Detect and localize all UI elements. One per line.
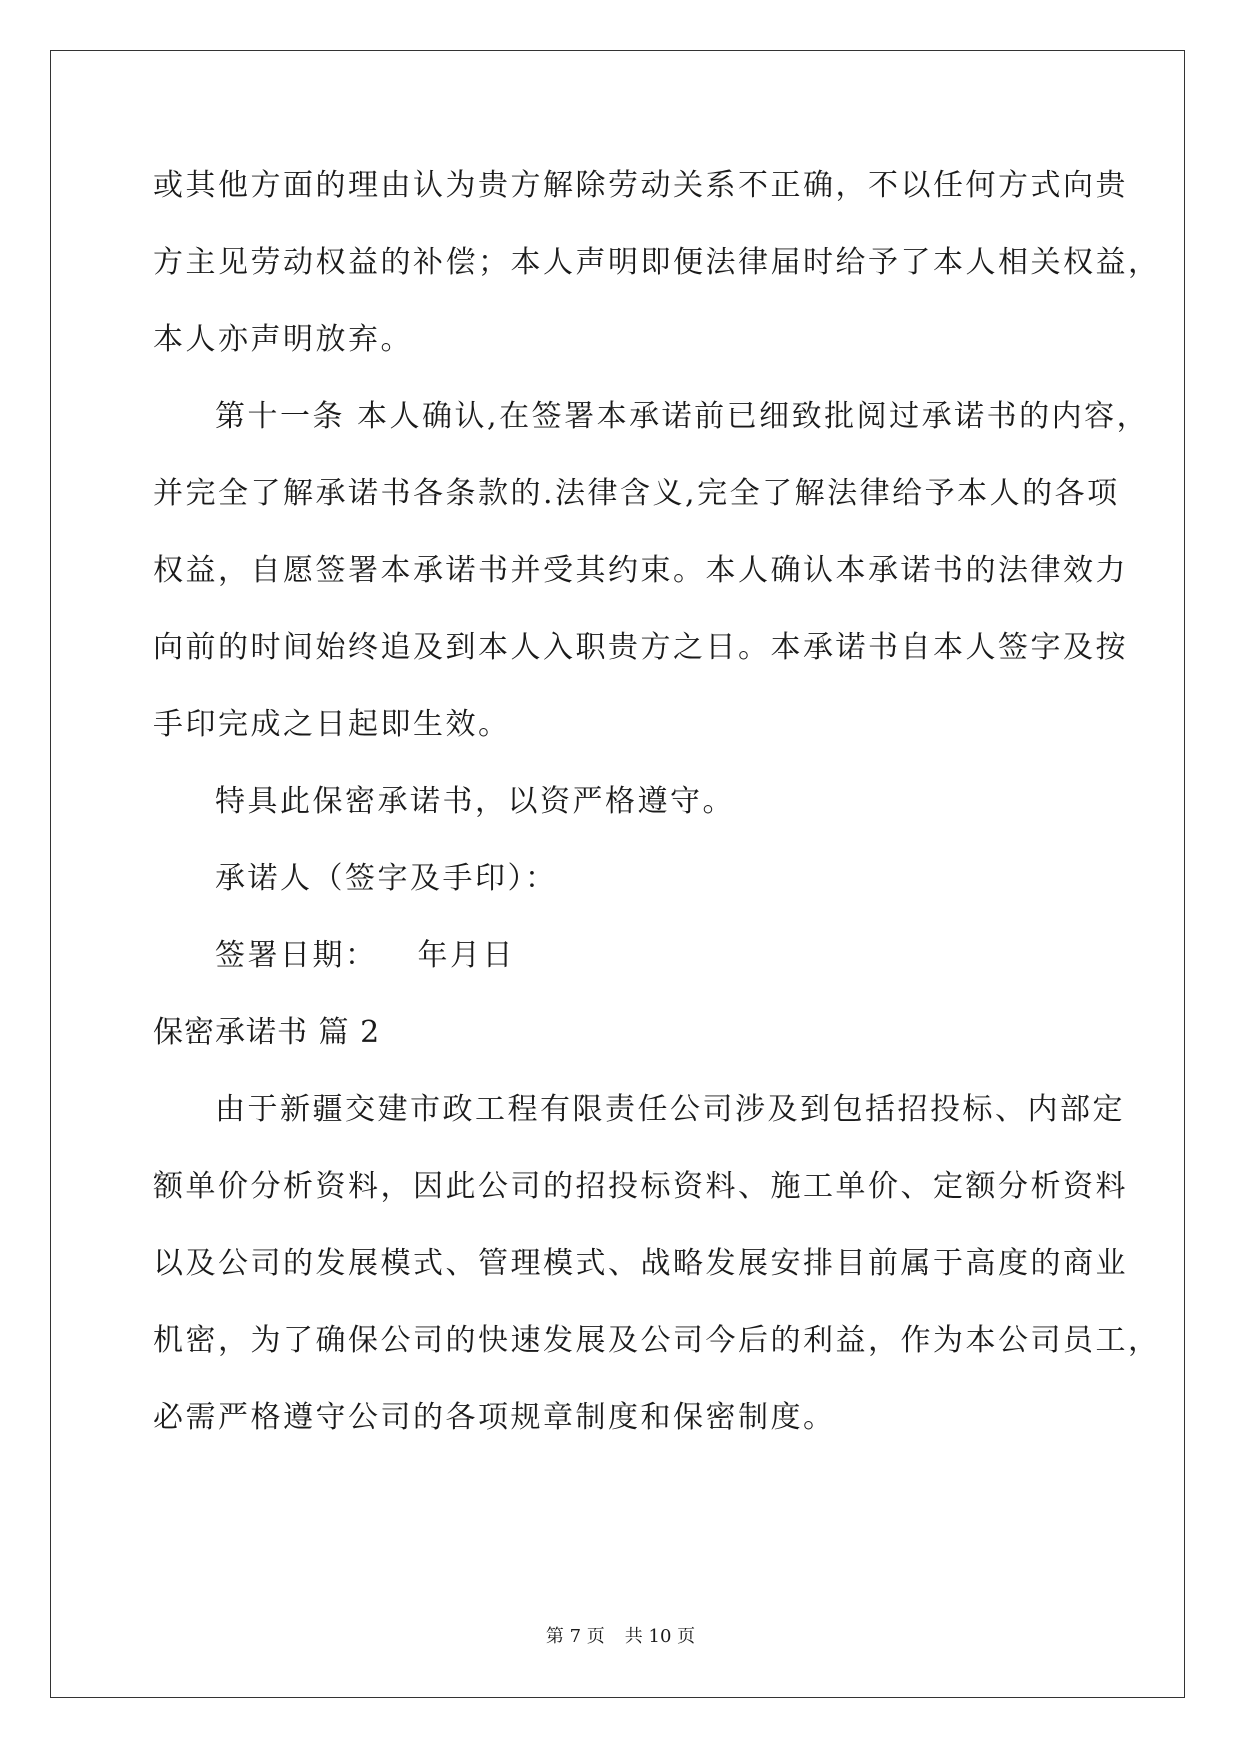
paragraph-line: 本人亦声明放弃。 bbox=[153, 322, 413, 357]
paragraph-line: 向前的时间始终追及到本人入职贵方之日。本承诺书自本人签字及按 bbox=[153, 630, 1128, 665]
page-total: 共 10 页 bbox=[624, 1626, 696, 1647]
page-footer bbox=[0, 1622, 1241, 1648]
paragraph-line: 或其他方面的理由认为贵方解除劳动关系不正确，不以任何方式向贵 bbox=[153, 168, 1128, 203]
paragraph-line: 权益，自愿签署本承诺书并受其约束。本人确认本承诺书的法律效力 bbox=[153, 553, 1128, 588]
signing-date-line bbox=[153, 936, 1093, 975]
section-heading: 保密承诺书 篇 2 bbox=[153, 1015, 381, 1050]
paragraph-line: 必需严格遵守公司的各项规章制度和保密制度。 bbox=[153, 1400, 836, 1435]
paragraph-line: 方主见劳动权益的补偿；本人声明即便法律届时给予了本人相关权益， bbox=[153, 245, 1161, 280]
signing-date-value: 年月日 bbox=[417, 938, 515, 973]
paragraph-line: 机密，为了确保公司的快速发展及公司今后的利益，作为本公司员工， bbox=[153, 1323, 1161, 1358]
paragraph-line: 额单价分析资料，因此公司的招投标资料、施工单价、定额分析资料 bbox=[153, 1169, 1128, 1204]
paragraph-line: 以及公司的发展模式、管理模式、战略发展安排目前属于高度的商业 bbox=[153, 1246, 1128, 1281]
document-body bbox=[153, 166, 1161, 1475]
clause-eleven-line: 第十一条 本人确认,在签署本承诺前已细致批阅过承诺书的内容， bbox=[215, 399, 1150, 434]
declaration-line: 特具此保密承诺书，以资严格遵守。 bbox=[215, 784, 735, 819]
signatory-label: 承诺人（签字及手印）： bbox=[215, 861, 558, 896]
paragraph-line: 手印完成之日起即生效。 bbox=[153, 707, 511, 742]
paragraph-line: 并完全了解承诺书各条款的.法律含义,完全了解法律给予本人的各项 bbox=[153, 476, 1120, 511]
page-number: 第 7 页 bbox=[545, 1626, 605, 1647]
paragraph-line: 由于新疆交建市政工程有限责任公司涉及到包括招投标、内部定 bbox=[215, 1092, 1125, 1127]
signing-date-label: 签署日期： bbox=[215, 938, 378, 973]
